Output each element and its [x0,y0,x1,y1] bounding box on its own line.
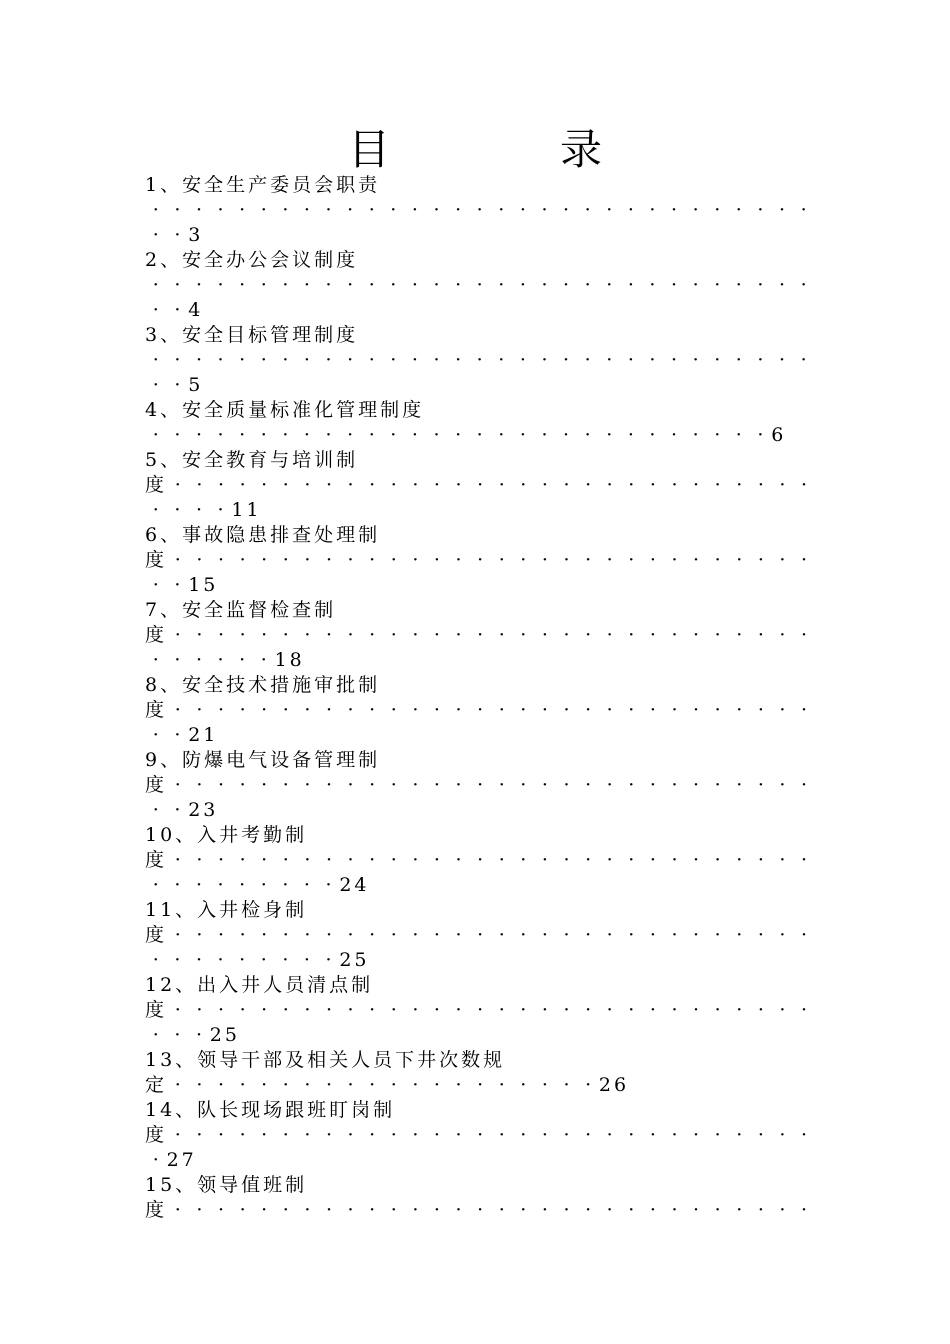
toc-page-number: 23 [188,799,219,821]
toc-page-number: 11 [231,499,262,521]
toc-entry-label: 2、安全办公会议制度 [145,249,359,271]
toc-entry-label-wrap: 度 [145,474,168,496]
title-char-1: 目 [347,125,390,174]
toc-entry-label: 13、领导干部及相关人员下井次数规 [145,1049,506,1071]
toc-entry-label: 6、事故隐患排查处理制 [145,524,381,546]
toc-entry-leader [145,1198,808,1223]
toc-entry-title [145,748,805,773]
leader-dots: · · [152,574,181,596]
toc-entry-label: 15、领导值班制 [145,1174,308,1196]
leader-dots: · · · · · · · · · [152,874,332,896]
toc-entry-label: 4、安全质量标准化管理制度 [145,399,425,421]
leader-dots: · · · · · · · · · · · · · · · · · · · · · · · · · · · · · · [174,549,808,571]
toc-entry-label-wrap: 度 [145,1199,168,1221]
toc-page-number: 26 [598,1074,630,1096]
toc-title [0,122,950,178]
leader-dots: · [152,1149,159,1171]
toc-entry-page-line [145,373,805,398]
leader-dots: · · [152,224,181,246]
toc-page-number: 15 [188,574,219,596]
toc-page-number: 5 [188,374,204,396]
toc-entry-page-line [145,873,805,898]
leader-dots: · · [152,724,181,746]
toc-entry-label-wrap: 度 [145,624,168,646]
title-char-2: 录 [560,125,603,174]
toc-entry-page-line [145,573,805,598]
toc-entry-leader [145,473,808,498]
toc-entry-title [145,598,805,623]
toc-page-number: 25 [209,1024,240,1046]
leader-dots: · · · · · · · · · · · · · · · · · · · · · · · · · · · · · · · [152,349,807,371]
toc-entry-page-line [145,223,805,248]
toc-entry-label-wrap: 度 [145,924,168,946]
leader-dots: · · · · · · · · · · · · · · · · · · · · · · · · · · · · · · · [152,274,807,296]
toc-entry-page-line [145,1023,805,1048]
toc-page-number: 6 [771,424,787,446]
toc-entry-leader [145,998,808,1023]
toc-page-number: 18 [274,649,305,671]
leader-dots: · · · · · · · · · · · · · · · · · · · · · · · · · · · · · · [174,924,808,946]
toc-entry-label-wrap: 定 [145,1074,168,1096]
leader-dots: · · · · · · · · · · · · · · · · · · · · · · · · · · · · · · [174,624,808,646]
toc-entry-label: 10、入井考勤制 [145,824,308,846]
leader-dots: · · · · [152,499,224,521]
toc-entry-leader [145,923,808,948]
leader-dots: · · · · · · · · · · · · · · · · · · · · · · · · · · · · · · [174,999,808,1021]
toc-entry-label: 8、安全技术措施审批制 [145,674,381,696]
toc-entry-leader [145,623,808,648]
toc-entry-leader [145,773,808,798]
toc-entry-leader [145,1123,808,1148]
toc-entry-title [145,898,805,923]
toc-entry-title [145,248,805,273]
leader-dots: · · · · · · · · · · · · · · · · · · · · · · · · · · · · · · · [152,199,807,221]
leader-dots: · · · · · · · · · · · · · · · · · · · · · · · · · · · · · [152,424,764,446]
toc-entry-title [145,823,805,848]
leader-dots: · · · · · · · · · · · · · · · · · · · · · · · · · · · · · · [174,774,808,796]
toc-entry-title [145,398,805,423]
toc-entry-leader [145,848,808,873]
toc-entry-leader [145,423,805,448]
toc-page-number: 24 [339,874,370,896]
toc-entry-label: 5、安全教育与培训制 [145,449,359,471]
toc-entry-label-wrap: 度 [145,549,168,571]
toc-entry-leader [145,698,808,723]
toc-entry-page-line [145,948,805,973]
leader-dots: · · · · · · · · · · · · · · · · · · · · · · · · · · · · · · [174,474,808,496]
toc-entry-leader [145,548,808,573]
toc-page-number: 4 [188,299,204,321]
toc-entry-title [145,173,805,198]
toc-entry-title [145,673,805,698]
leader-dots: · · · · · · · · · [152,949,332,971]
toc-entry-label-wrap: 度 [145,999,168,1021]
toc-entry-leader [145,348,805,373]
toc-entry-title [145,1048,805,1073]
toc-entry-title [145,323,805,348]
toc-entry-page-line [145,648,805,673]
table-of-contents [145,173,808,1223]
toc-entry-label-wrap: 度 [145,849,168,871]
toc-entry-page-line [145,298,805,323]
toc-entry-page-line [145,498,805,523]
toc-entry-title [145,448,805,473]
toc-entry-label-wrap: 度 [145,1124,168,1146]
toc-entry-label: 9、防爆电气设备管理制 [145,749,381,771]
toc-page-number: 21 [188,724,219,746]
toc-entry-page-line [145,798,805,823]
leader-dots: · · · · · · · · · · · · · · · · · · · · · · · · · · · · · · [174,1199,808,1221]
toc-entry-label-wrap: 度 [145,774,168,796]
toc-entry-page-line [145,1148,805,1173]
toc-entry-title [145,523,805,548]
toc-page-number: 3 [188,224,204,246]
toc-entry-label: 7、安全监督检查制 [145,599,337,621]
leader-dots: · · · · · · · · · · · · · · · · · · · · · · · · · · · · · · [174,849,808,871]
toc-entry-leader [145,198,805,223]
leader-dots: · · [152,374,181,396]
leader-dots: · · [152,799,181,821]
toc-entry-title [145,1173,805,1198]
toc-entry-page-line [145,723,805,748]
leader-dots: · · [152,299,181,321]
leader-dots: · · · · · · [152,649,267,671]
leader-dots: · · · · · · · · · · · · · · · · · · · · · · · · · · · · · · [174,699,808,721]
toc-entry-label: 3、安全目标管理制度 [145,324,359,346]
toc-entry-title [145,973,805,998]
toc-entry-leader [145,1073,805,1098]
toc-entry-label: 1、安全生产委员会职责 [145,174,381,196]
toc-entry-label-wrap: 度 [145,699,168,721]
leader-dots: · · · [152,1024,202,1046]
toc-page-number: 25 [339,949,370,971]
toc-entry-label: 11、入井检身制 [145,899,308,921]
toc-entry-title [145,1098,805,1123]
toc-entry-label: 12、出入井人员清点制 [145,974,374,996]
toc-entry-label: 14、队长现场跟班盯岗制 [145,1099,396,1121]
leader-dots: · · · · · · · · · · · · · · · · · · · · · · · · · · · · · · [174,1124,808,1146]
leader-dots: · · · · · · · · · · · · · · · · · · · · [174,1074,592,1096]
toc-entry-leader [145,273,805,298]
toc-page-number: 27 [166,1149,197,1171]
